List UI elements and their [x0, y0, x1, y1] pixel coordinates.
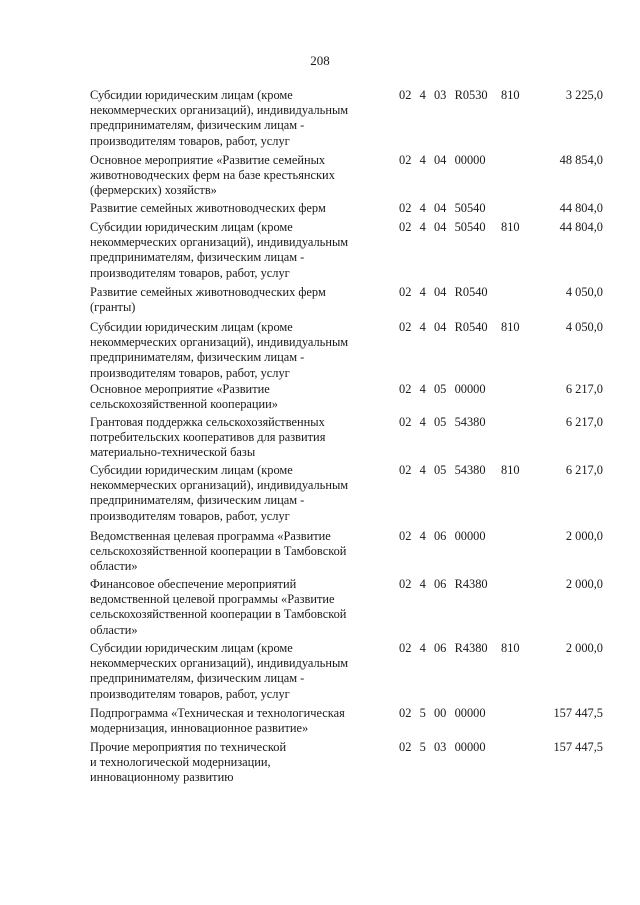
- row-amount: 2 000,0: [565, 577, 603, 591]
- row-vr: 810: [501, 320, 520, 334]
- row-code: 02 4 05 54380: [399, 463, 486, 477]
- row-amount: 6 217,0: [565, 463, 603, 477]
- row-name: Субсидии юридическим лицам (кроме некоммерческих организаций), индивидуальным предпринимателям, физическим лицам - производителям товаров, работ, услуг: [90, 320, 349, 380]
- row-name: Основное мероприятие «Развитие семейных животноводческих ферм на базе крестьянских (фермерских) хозяйств»: [90, 153, 335, 198]
- row-code: 02 4 04 50540: [399, 220, 486, 234]
- row-code: 02 5 03 00000: [399, 740, 486, 754]
- row-amount: 6 217,0: [565, 382, 603, 396]
- row-name: Прочие мероприятия по технической и технологической модернизации, инновационному развитию: [90, 740, 287, 785]
- row-vr: 810: [501, 88, 520, 102]
- row-name: Субсидии юридическим лицам (кроме некоммерческих организаций), индивидуальным предпринимателям, физическим лицам - производителям товаров, работ, услуг: [90, 463, 349, 523]
- row-code: 02 4 04 R0540: [399, 320, 488, 334]
- row-name: Развитие семейных животноводческих ферм (гранты): [90, 285, 326, 315]
- row-code: 02 4 03 R0530: [399, 88, 488, 102]
- row-code: 02 4 05 00000: [399, 382, 486, 396]
- row-code: 02 4 04 50540: [399, 201, 486, 215]
- row-amount: 3 225,0: [565, 88, 603, 102]
- row-code: 02 4 06 R4380: [399, 577, 488, 591]
- row-name: Субсидии юридическим лицам (кроме некоммерческих организаций), индивидуальным предпринимателям, физическим лицам - производителям товаров, работ, услуг: [90, 88, 349, 148]
- row-amount: 2 000,0: [565, 641, 603, 655]
- row-amount: 48 854,0: [559, 153, 603, 167]
- row-code: 02 4 04 00000: [399, 153, 486, 167]
- row-code: 02 4 06 R4380: [399, 641, 488, 655]
- row-amount: 4 050,0: [565, 285, 603, 299]
- row-amount: 2 000,0: [565, 529, 603, 543]
- row-amount: 44 804,0: [559, 201, 603, 215]
- row-amount: 157 447,5: [553, 706, 603, 720]
- row-code: 02 4 06 00000: [399, 529, 486, 543]
- row-amount: 44 804,0: [559, 220, 603, 234]
- row-vr: 810: [501, 463, 520, 477]
- row-amount: 6 217,0: [565, 415, 603, 429]
- row-name: Субсидии юридическим лицам (кроме некоммерческих организаций), индивидуальным предпринимателям, физическим лицам - производителям товаров, работ, услуг: [90, 641, 349, 701]
- row-name: Субсидии юридическим лицам (кроме некоммерческих организаций), индивидуальным предпринимателям, физическим лицам - производителям товаров, работ, услуг: [90, 220, 349, 280]
- row-amount: 157 447,5: [553, 740, 603, 754]
- row-vr: 810: [501, 641, 520, 655]
- row-name: Подпрограмма «Техническая и технологическая модернизация, инновационное развитие»: [90, 706, 345, 736]
- row-name: Финансовое обеспечение мероприятий ведомственной целевой программы «Развитие сельскохозяйственной кооперации в Тамбовской области»: [90, 577, 347, 637]
- row-amount: 4 050,0: [565, 320, 603, 334]
- row-name: Грантовая поддержка сельскохозяйственных потребительских кооперативов для развития материально-технической базы: [90, 415, 326, 460]
- page-number: 208: [310, 53, 330, 68]
- row-code: 02 5 00 00000: [399, 706, 486, 720]
- row-name: Основное мероприятие «Развитие сельскохозяйственной кооперации»: [90, 382, 278, 412]
- row-name: Развитие семейных животноводческих ферм: [90, 201, 326, 215]
- row-code: 02 4 05 54380: [399, 415, 486, 429]
- row-vr: 810: [501, 220, 520, 234]
- row-code: 02 4 04 R0540: [399, 285, 488, 299]
- row-name: Ведомственная целевая программа «Развитие сельскохозяйственной кооперации в Тамбовской области»: [90, 529, 347, 574]
